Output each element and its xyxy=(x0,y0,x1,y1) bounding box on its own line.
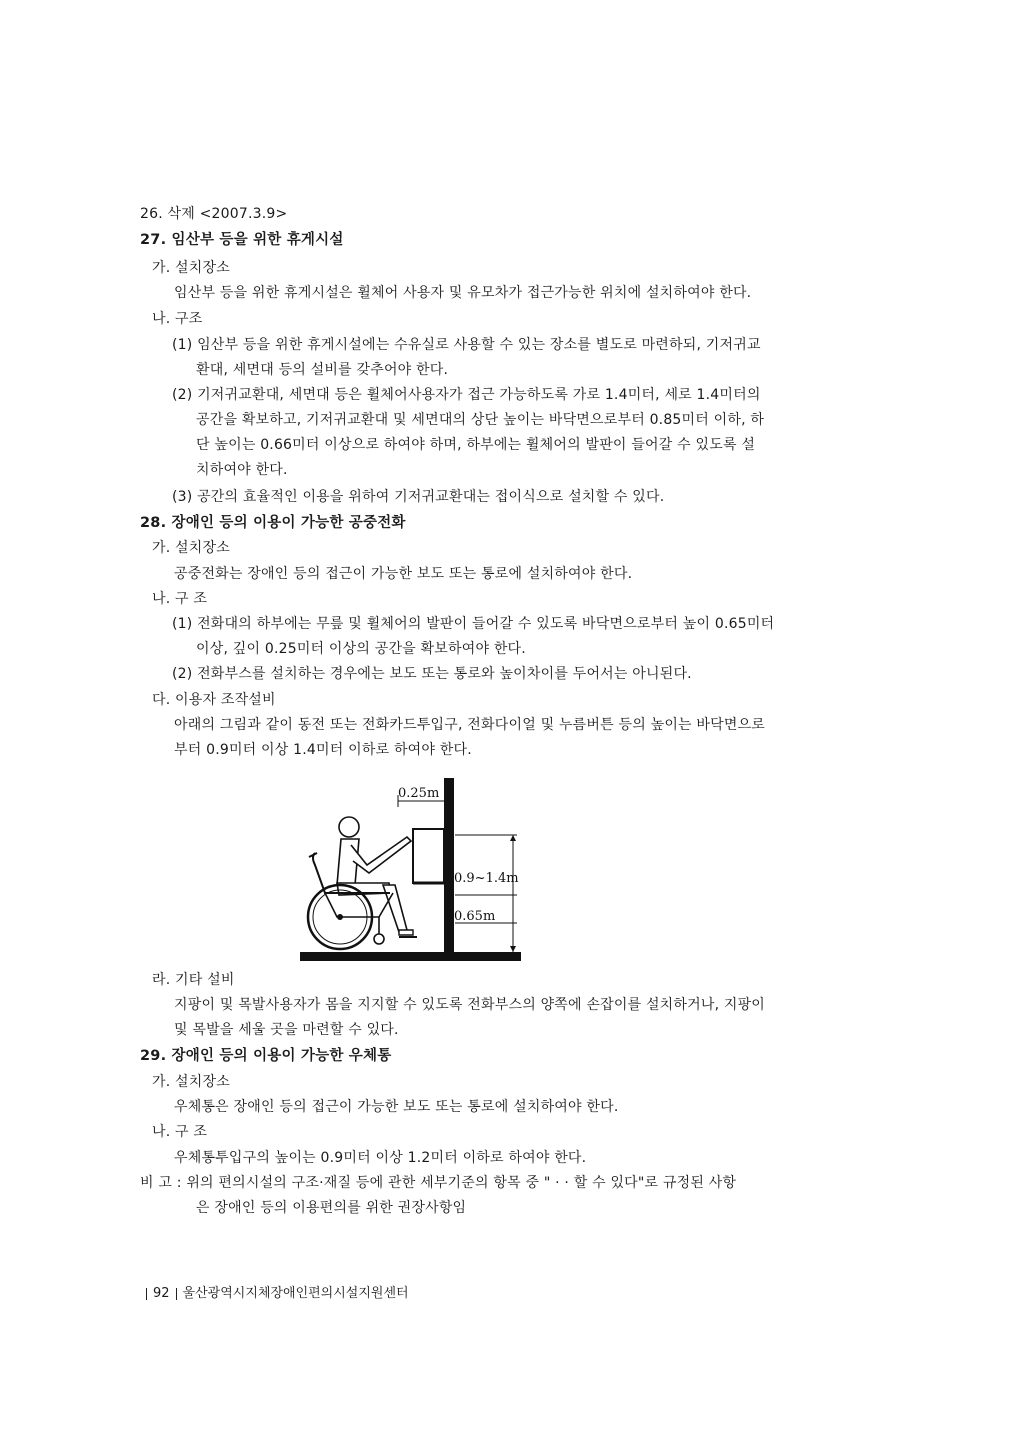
subheading-location: 가. 설치장소 xyxy=(152,260,230,276)
height-range-label: 0.9~1.4m xyxy=(454,871,519,886)
list-item: (1) 전화대의 하부에는 무릎 및 휠체어의 발판이 들어갈 수 있도록 바닥면으로부터 높이 0.65미터 xyxy=(172,616,775,632)
paragraph: 우체통투입구의 높이는 0.9미터 이상 1.2미터 이하로 하여야 한다. xyxy=(174,1150,587,1166)
paragraph: 아래의 그림과 같이 동전 또는 전화카드투입구, 전화다이얼 및 누름버튼 등의 높이는 바닥면으로 xyxy=(174,717,766,733)
person-head xyxy=(339,817,359,837)
paragraph: 임산부 등을 위한 휴게시설은 휠체어 사용자 및 유모차가 접근가능한 위치에 설치하여야 한다. xyxy=(174,285,752,301)
deleted-item-26: 26. 삭제 <2007.3.9> xyxy=(140,206,288,222)
wheelchair-caster xyxy=(374,934,384,944)
subheading-structure: 나. 구 조 xyxy=(152,591,208,607)
footer-separator xyxy=(176,1288,177,1300)
page-number: 92 xyxy=(153,1286,170,1301)
footer-separator xyxy=(146,1288,147,1300)
depth-label: 0.25m xyxy=(398,786,440,801)
wall-bar xyxy=(444,778,454,954)
person-foot xyxy=(399,930,413,935)
person-arm xyxy=(351,837,411,873)
knee-height-label: 0.65m xyxy=(454,909,496,924)
paragraph-continuation: 및 목발을 세울 곳을 마련할 수 있다. xyxy=(174,1022,399,1038)
section-heading-28: 28. 장애인 등의 이용이 가능한 공중전화 xyxy=(140,515,406,531)
subheading-controls: 다. 이용자 조작설비 xyxy=(152,692,276,708)
paragraph: 지팡이 및 목발사용자가 몸을 지지할 수 있도록 전화부스의 양쪽에 손잡이를 설치하거나, 지팡이 xyxy=(174,997,766,1013)
paragraph: 공중전화는 장애인 등의 접근이 가능한 보도 또는 통로에 설치하여야 한다. xyxy=(174,566,633,582)
page-footer xyxy=(140,1282,409,1301)
list-item: (2) 기저귀교환대, 세면대 등은 휠체어사용자가 접근 가능하도록 가로 1.4미터, 세로 1.4미터의 xyxy=(172,387,761,403)
list-item-continuation: 단 높이는 0.66미터 이상으로 하여야 하며, 하부에는 휠체어의 발판이 들어갈 수 있도록 설 xyxy=(196,437,756,453)
subheading-location: 가. 설치장소 xyxy=(152,1074,230,1090)
phone-box xyxy=(413,829,444,883)
list-item: (1) 임산부 등을 위한 휴게시설에는 수유실로 사용할 수 있는 장소를 별도로 마련하되, 기저귀교 xyxy=(172,337,761,353)
list-item: (3) 공간의 효율적인 이용을 위하여 기저귀교환대는 접이식으로 설치할 수 있다. xyxy=(172,489,665,505)
floor-bar xyxy=(300,952,521,961)
paragraph-continuation: 부터 0.9미터 이상 1.4미터 이하로 하여야 한다. xyxy=(174,742,472,758)
list-item-continuation: 공간을 확보하고, 기저귀교환대 및 세면대의 상단 높이는 바닥면으로부터 0.85미터 이하, 하 xyxy=(196,412,765,428)
remarks-note: 비 고 : 위의 편의시설의 구조·재질 등에 관한 세부기준의 항목 중 " · · 할 수 있다"로 규정된 사항 xyxy=(140,1175,737,1191)
section-heading-29: 29. 장애인 등의 이용이 가능한 우체통 xyxy=(140,1048,392,1064)
phone-height-diagram xyxy=(295,775,530,970)
subheading-other: 라. 기타 설비 xyxy=(152,972,235,988)
subheading-structure: 나. 구조 xyxy=(152,311,203,327)
remarks-note-continuation: 은 장애인 등의 이용편의를 위한 권장사항임 xyxy=(196,1200,467,1216)
list-item-continuation: 치하여야 한다. xyxy=(196,462,288,478)
footer-organization: 울산광역시지체장애인편의시설지원센터 xyxy=(182,1286,409,1301)
list-item-continuation: 환대, 세면대 등의 설비를 갖추어야 한다. xyxy=(196,362,449,378)
subheading-structure: 나. 구 조 xyxy=(152,1124,208,1140)
list-item: (2) 전화부스를 설치하는 경우에는 보도 또는 통로와 높이차이를 두어서는 아니된다. xyxy=(172,666,692,682)
list-item-continuation: 이상, 깊이 0.25미터 이상의 공간을 확보하여야 한다. xyxy=(196,641,526,657)
paragraph: 우체통은 장애인 등의 접근이 가능한 보도 또는 통로에 설치하여야 한다. xyxy=(174,1099,619,1115)
subheading-location: 가. 설치장소 xyxy=(152,540,230,556)
section-heading-27: 27. 임산부 등을 위한 휴게시설 xyxy=(140,232,344,248)
phone-height-figure xyxy=(295,775,530,970)
